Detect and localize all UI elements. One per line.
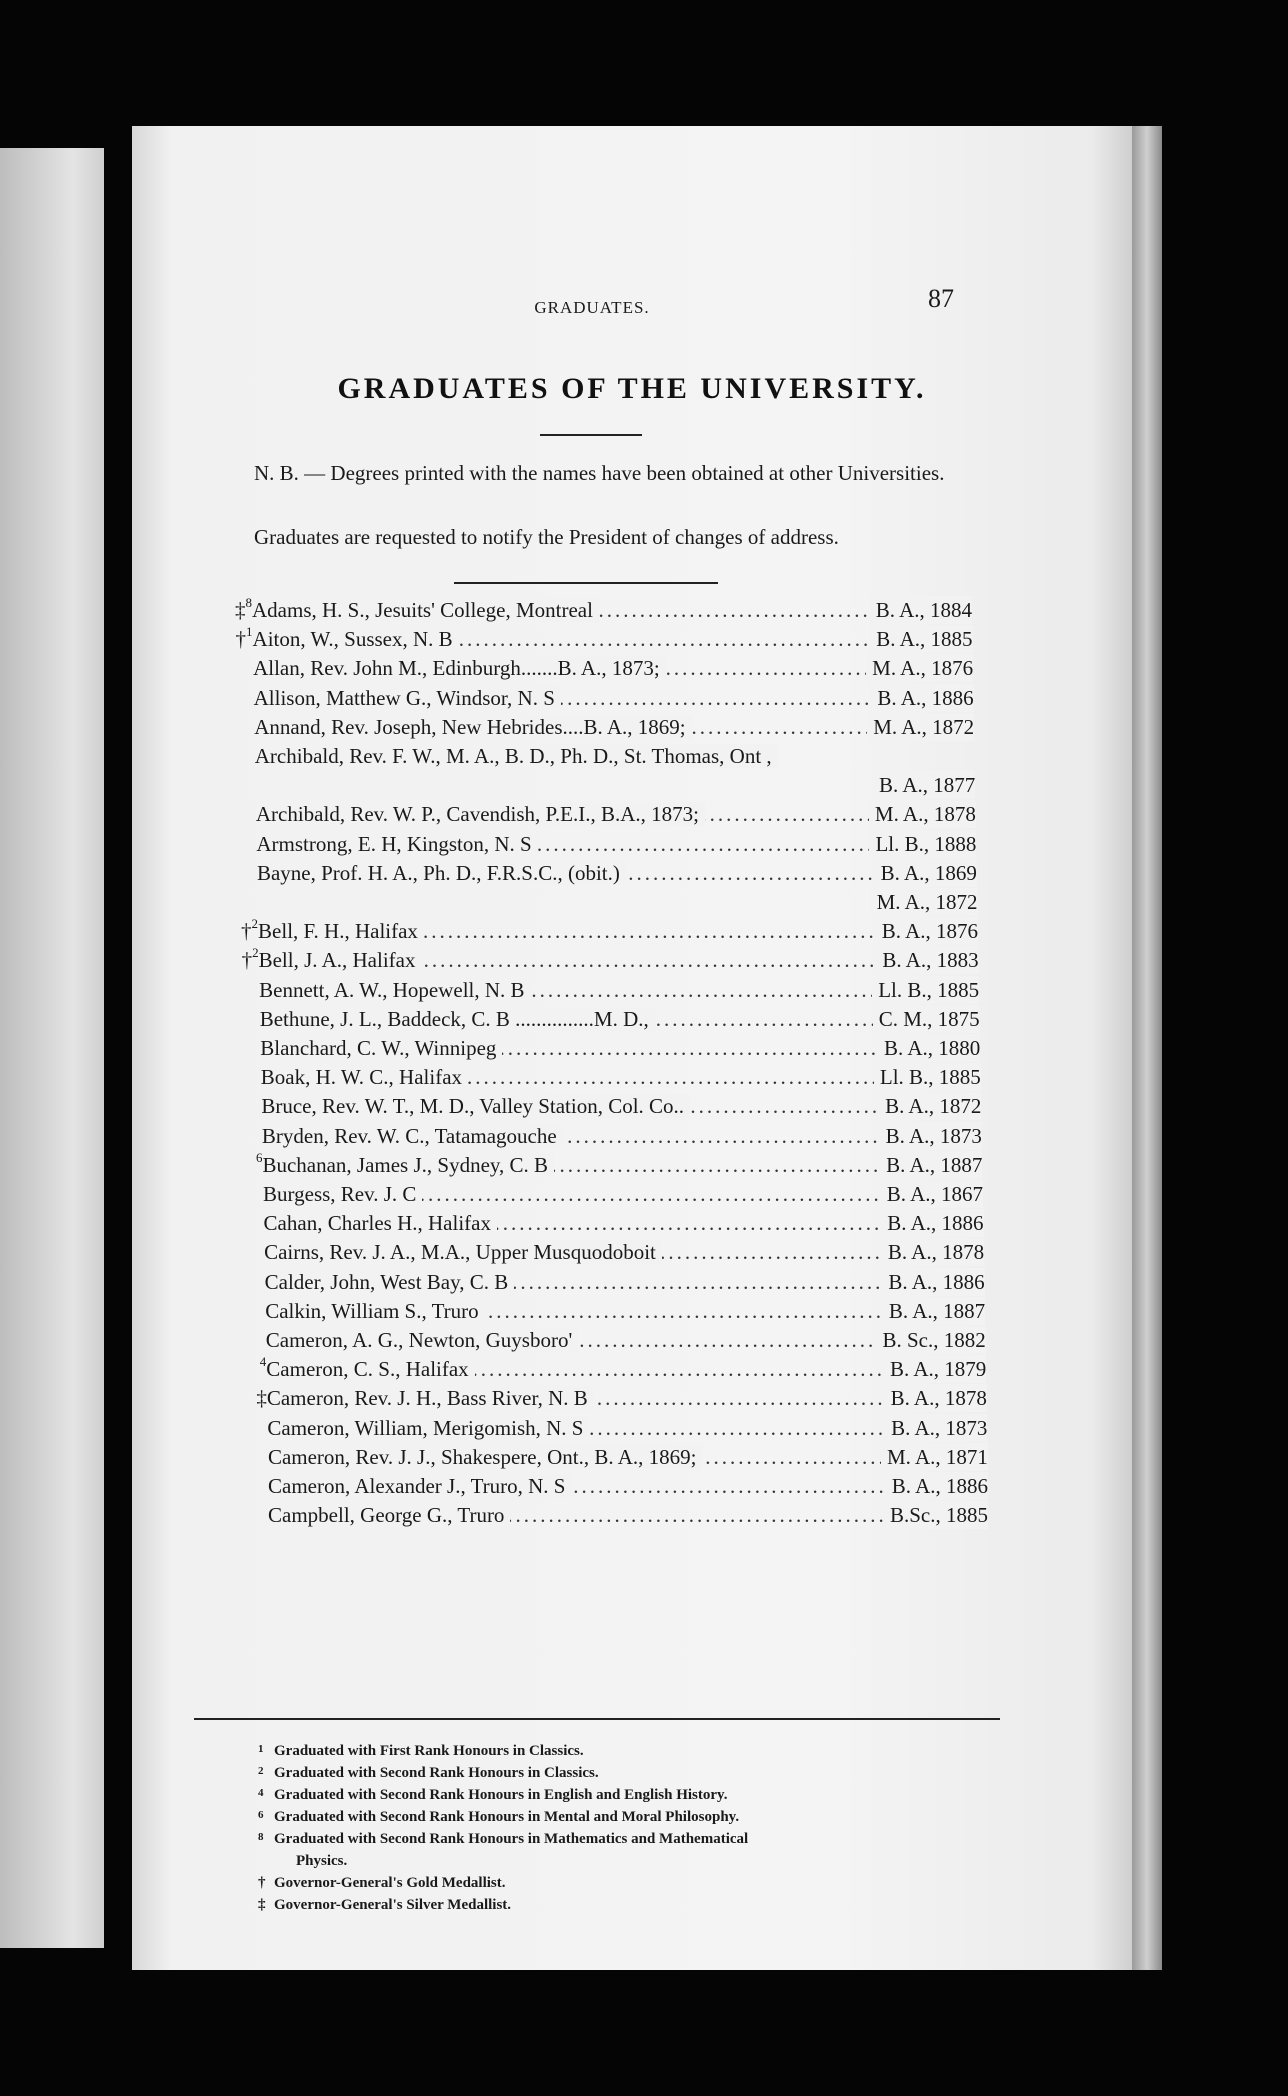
- graduate-entry: [268, 1501, 988, 1529]
- graduate-degree: B. A., 1885: [870, 625, 972, 653]
- graduate-entry: [235, 595, 972, 624]
- notes-rule: [454, 582, 718, 584]
- graduate-name-text: Bayne, Prof. H. A., Ph. D., F.R.S.C., (obit.): [257, 861, 626, 885]
- graduate-name-text: Cameron, C. S., Halifax: [266, 1357, 474, 1381]
- graduate-name-text: [258, 890, 264, 914]
- entry-mark: †$^1$: [235, 624, 253, 652]
- graduate-degree: B. A., 1886: [882, 1268, 984, 1296]
- graduate-name: [266, 1355, 474, 1383]
- facing-page-edge: [0, 148, 104, 1948]
- footnote-ref: 4: [259, 1354, 267, 1370]
- graduate-entry: [257, 859, 977, 887]
- graduate-entry: [235, 624, 973, 653]
- graduate-name-text: Cameron, Rev. J. J., Shakespere, Ont., B. A., 1869;: [268, 1445, 703, 1469]
- graduate-entry: [258, 888, 978, 916]
- graduate-degree: C. M., 1875: [873, 1005, 980, 1033]
- graduate-degree: Ll. B., 1888: [869, 830, 976, 858]
- graduate-name-text: Calkin, William S., Truro: [265, 1299, 484, 1323]
- graduate-entry: [255, 771, 975, 799]
- graduate-name: [263, 1180, 422, 1208]
- graduate-name-text: Bethune, J. L., Baddeck, C. B ...............M. D.,: [260, 1007, 655, 1031]
- graduate-degree: B. A., 1886: [881, 1209, 983, 1237]
- graduate-name: [259, 946, 422, 974]
- graduate-name-text: Cameron, A. G., Newton, Guysboro': [266, 1328, 579, 1352]
- graduate-entry: [261, 1063, 981, 1091]
- footnotes: [258, 1740, 1018, 1916]
- graduate-entry: [256, 1384, 987, 1412]
- graduate-name-text: Cameron, Alexander J., Truro, N. S: [268, 1474, 572, 1498]
- graduate-degree: B. A., 1886: [871, 684, 973, 712]
- title-rule: [540, 434, 642, 436]
- graduate-degree: M. A., 1872: [867, 713, 974, 741]
- footnote-mark: 1: [258, 1743, 264, 1755]
- graduate-entry: [268, 1443, 988, 1471]
- graduate-degree: B. A., 1873: [885, 1414, 987, 1442]
- footnote-text: Graduated with Second Rank Honours in Classics.: [274, 1765, 599, 1781]
- graduate-entry: [262, 1122, 982, 1150]
- entry-mark: †$^2$: [241, 945, 259, 973]
- graduate-name-text: Cahan, Charles H., Halifax: [264, 1211, 497, 1235]
- graduate-name: [267, 1384, 594, 1412]
- graduate-name-text: [255, 773, 261, 797]
- graduate-entry: [261, 1092, 981, 1120]
- graduate-name-text: Bryden, Rev. W. C., Tatamagouche: [262, 1124, 563, 1148]
- footnote: [258, 1894, 1018, 1916]
- graduate-name: [253, 654, 666, 682]
- graduate-name: [258, 888, 264, 916]
- graduate-name-text: Cameron, Rev. J. H., Bass River, N. B: [267, 1386, 594, 1410]
- graduate-name: [268, 1443, 703, 1471]
- graduate-entry: [256, 800, 976, 828]
- graduate-name: [261, 1063, 468, 1091]
- footnote: [258, 1828, 1018, 1850]
- graduate-entry: [268, 1472, 988, 1500]
- entry-mark: ‡$^8$: [235, 595, 252, 622]
- graduate-entry: [265, 1297, 985, 1325]
- graduate-degree: M. A., 1876: [866, 654, 973, 682]
- footnote-ref: 1: [246, 624, 253, 640]
- page-number: 87: [928, 284, 954, 313]
- graduate-entry: [264, 1209, 984, 1237]
- entry-mark: ‡: [256, 1386, 267, 1411]
- graduate-name-text: Buchanan, James J., Sydney, C. B: [262, 1153, 554, 1177]
- graduate-entry: [253, 654, 973, 682]
- graduate-name: [257, 859, 626, 887]
- running-head: GRADUATES.: [534, 298, 650, 317]
- graduate-entry: [260, 1005, 980, 1033]
- graduate-name: [261, 1092, 690, 1120]
- graduate-degree: B. A., 1886: [886, 1472, 988, 1500]
- graduate-name-text: Annand, Rev. Joseph, New Hebrides....B. A., 1869;: [254, 715, 691, 739]
- graduate-name: [264, 1209, 497, 1237]
- graduate-degree: B. A., 1884: [870, 596, 972, 624]
- graduate-name: [252, 596, 599, 624]
- graduate-name-text: Blanchard, C. W., Winnipeg: [260, 1036, 502, 1060]
- footnote-mark: 8: [258, 1831, 264, 1843]
- graduate-name: [266, 1326, 579, 1354]
- graduate-name-text: Allan, Rev. John M., Edinburgh.......B. A., 1873;: [253, 656, 666, 680]
- graduate-name-text: Campbell, George G., Truro: [268, 1503, 510, 1527]
- footnote-ref: 6: [255, 1149, 263, 1165]
- entry-mark: [236, 1355, 266, 1383]
- note-degrees-text: N. B. — Degrees printed with the names have been obtained at other Universities.: [254, 461, 945, 485]
- graduate-name-text: Bell, J. A., Halifax: [259, 948, 422, 972]
- graduate-entry: [255, 742, 975, 770]
- page-title: GRADUATES OF THE UNIVERSITY.: [337, 372, 927, 405]
- graduate-entry: [241, 945, 979, 974]
- graduate-degree: B. A., 1883: [876, 946, 978, 974]
- graduate-name-text: Archibald, Rev. F. W., M. A., B. D., Ph. D., St. Thomas, Ont ,: [255, 744, 778, 768]
- graduate-name: [267, 1414, 589, 1442]
- footnote-text: Governor-General's Silver Medallist.: [274, 1897, 512, 1913]
- graduate-degree: B. A., 1873: [880, 1122, 982, 1150]
- footnote-text: Graduated with Second Rank Honours in English and English History.: [274, 1787, 728, 1803]
- graduate-name: [260, 1005, 655, 1033]
- graduate-entry: [255, 1149, 983, 1179]
- page-edge: [1132, 126, 1162, 1970]
- graduate-name: [255, 742, 778, 770]
- graduate-name-text: Adams, H. S., Jesuits' College, Montreal: [252, 598, 599, 622]
- graduate-degree: B. A., 1878: [885, 1384, 987, 1412]
- footnote-text: Physics.: [296, 1853, 348, 1869]
- footnote-ref: 2: [251, 916, 259, 932]
- graduate-name-text: Allison, Matthew G., Windsor, N. S: [254, 686, 561, 710]
- graduate-name: [259, 976, 530, 1004]
- graduate-name: [260, 1034, 502, 1062]
- footnote-mark: ‡: [258, 1897, 266, 1913]
- graduate-degree: B. A., 1872: [879, 1092, 981, 1120]
- graduate-name-text: Aiton, W., Sussex, N. B: [253, 627, 459, 651]
- graduate-name: [268, 1501, 510, 1529]
- footnote: [258, 1740, 1018, 1762]
- footnote-text: Graduated with Second Rank Honours in Mental and Moral Philosophy.: [274, 1809, 740, 1825]
- graduate-name-text: Bennett, A. W., Hopewell, N. B: [259, 978, 530, 1002]
- graduate-degree: B. A., 1887: [883, 1297, 985, 1325]
- footnote: [258, 1762, 1018, 1784]
- graduate-entry: [260, 1034, 980, 1062]
- graduate-name: [264, 1238, 662, 1266]
- footnote-mark: 4: [258, 1787, 264, 1799]
- footnote-rule: [194, 1718, 1000, 1720]
- graduate-name-text: Burgess, Rev. J. C: [263, 1182, 422, 1206]
- note-address: [222, 522, 962, 553]
- entry-mark: †$^2$: [241, 916, 259, 944]
- graduate-degree: B. A., 1867: [881, 1180, 983, 1208]
- footnote: [258, 1784, 1018, 1806]
- graduate-degree: B. Sc., 1882: [876, 1326, 985, 1354]
- graduate-degree: B. A., 1879: [884, 1355, 986, 1383]
- graduate-name-text: Cameron, William, Merigomish, N. S: [267, 1416, 589, 1440]
- graduate-entry: [256, 830, 976, 858]
- graduate-name-text: Bruce, Rev. W. T., M. D., Valley Station, Col. Co..: [261, 1094, 690, 1118]
- footnote-ref: 2: [252, 945, 259, 961]
- graduate-name: [262, 1151, 554, 1179]
- graduate-entry: [241, 916, 979, 945]
- footnote-text: Graduated with Second Rank Honours in Mathematics and Mathematical: [274, 1831, 749, 1847]
- graduate-entry: [254, 713, 974, 741]
- graduate-name: [256, 830, 537, 858]
- graduate-entry: [254, 684, 974, 712]
- graduate-entry: [259, 1354, 987, 1383]
- graduate-name: [265, 1297, 484, 1325]
- graduate-degree: B. A., 1869: [875, 859, 977, 887]
- graduate-entry: [263, 1180, 983, 1208]
- graduate-name-text: Boak, H. W. C., Halifax: [261, 1065, 468, 1089]
- graduate-degree: B. A., 1887: [880, 1151, 982, 1179]
- graduate-name-text: Armstrong, E. H, Kingston, N. S: [256, 832, 537, 856]
- graduate-name-text: Archibald, Rev. W. P., Cavendish, P.E.I., B.A., 1873;: [256, 802, 705, 826]
- graduate-name-text: Bell, F. H., Halifax: [258, 919, 424, 943]
- graduate-degree: B. A., 1876: [876, 917, 978, 945]
- graduate-name: [255, 771, 261, 799]
- graduate-name: [253, 625, 459, 653]
- graduate-degree: M. A., 1878: [869, 800, 976, 828]
- graduate-name-text: Cairns, Rev. J. A., M.A., Upper Musquodoboit: [264, 1240, 662, 1264]
- footnote-mark: 2: [258, 1765, 264, 1777]
- footnote-mark: 6: [258, 1809, 264, 1821]
- graduate-degree: B. A., 1877: [873, 771, 975, 799]
- entry-mark: [232, 1151, 262, 1179]
- graduate-name-text: Calder, John, West Bay, C. B: [265, 1270, 515, 1294]
- graduate-degree: B. A., 1880: [878, 1034, 980, 1062]
- footnote: [258, 1850, 1018, 1872]
- graduate-degree: Ll. B., 1885: [874, 1063, 981, 1091]
- footnote: [258, 1806, 1018, 1828]
- graduate-entry: [266, 1326, 986, 1354]
- graduate-degree: Ll. B., 1885: [872, 976, 979, 1004]
- book-page: [132, 126, 1132, 1970]
- note-degrees: [222, 458, 962, 489]
- note-address-text: Graduates are requested to notify the President of changes of address.: [254, 525, 839, 549]
- graduate-name: [258, 917, 424, 945]
- footnote-text: Graduated with First Rank Honours in Classics.: [274, 1743, 584, 1759]
- graduate-entry: [267, 1414, 987, 1442]
- graduate-degree: B. A., 1878: [882, 1238, 984, 1266]
- graduate-name: [268, 1472, 572, 1500]
- graduate-entry: [265, 1268, 985, 1296]
- footnote: [258, 1872, 1018, 1894]
- graduate-degree: M. A., 1872: [871, 888, 978, 916]
- graduate-degree: B.Sc., 1885: [884, 1501, 988, 1529]
- graduate-name: [265, 1268, 515, 1296]
- graduate-entry: [264, 1238, 984, 1266]
- graduate-name: [256, 800, 705, 828]
- graduate-name: [254, 684, 561, 712]
- graduate-entry: [259, 976, 979, 1004]
- graduate-name: [262, 1122, 563, 1150]
- footnote-mark: †: [258, 1875, 266, 1891]
- footnote-ref: 8: [245, 595, 252, 610]
- graduate-degree: M. A., 1871: [881, 1443, 988, 1471]
- footnote-text: Governor-General's Gold Medallist.: [274, 1875, 506, 1891]
- graduate-name: [254, 713, 691, 741]
